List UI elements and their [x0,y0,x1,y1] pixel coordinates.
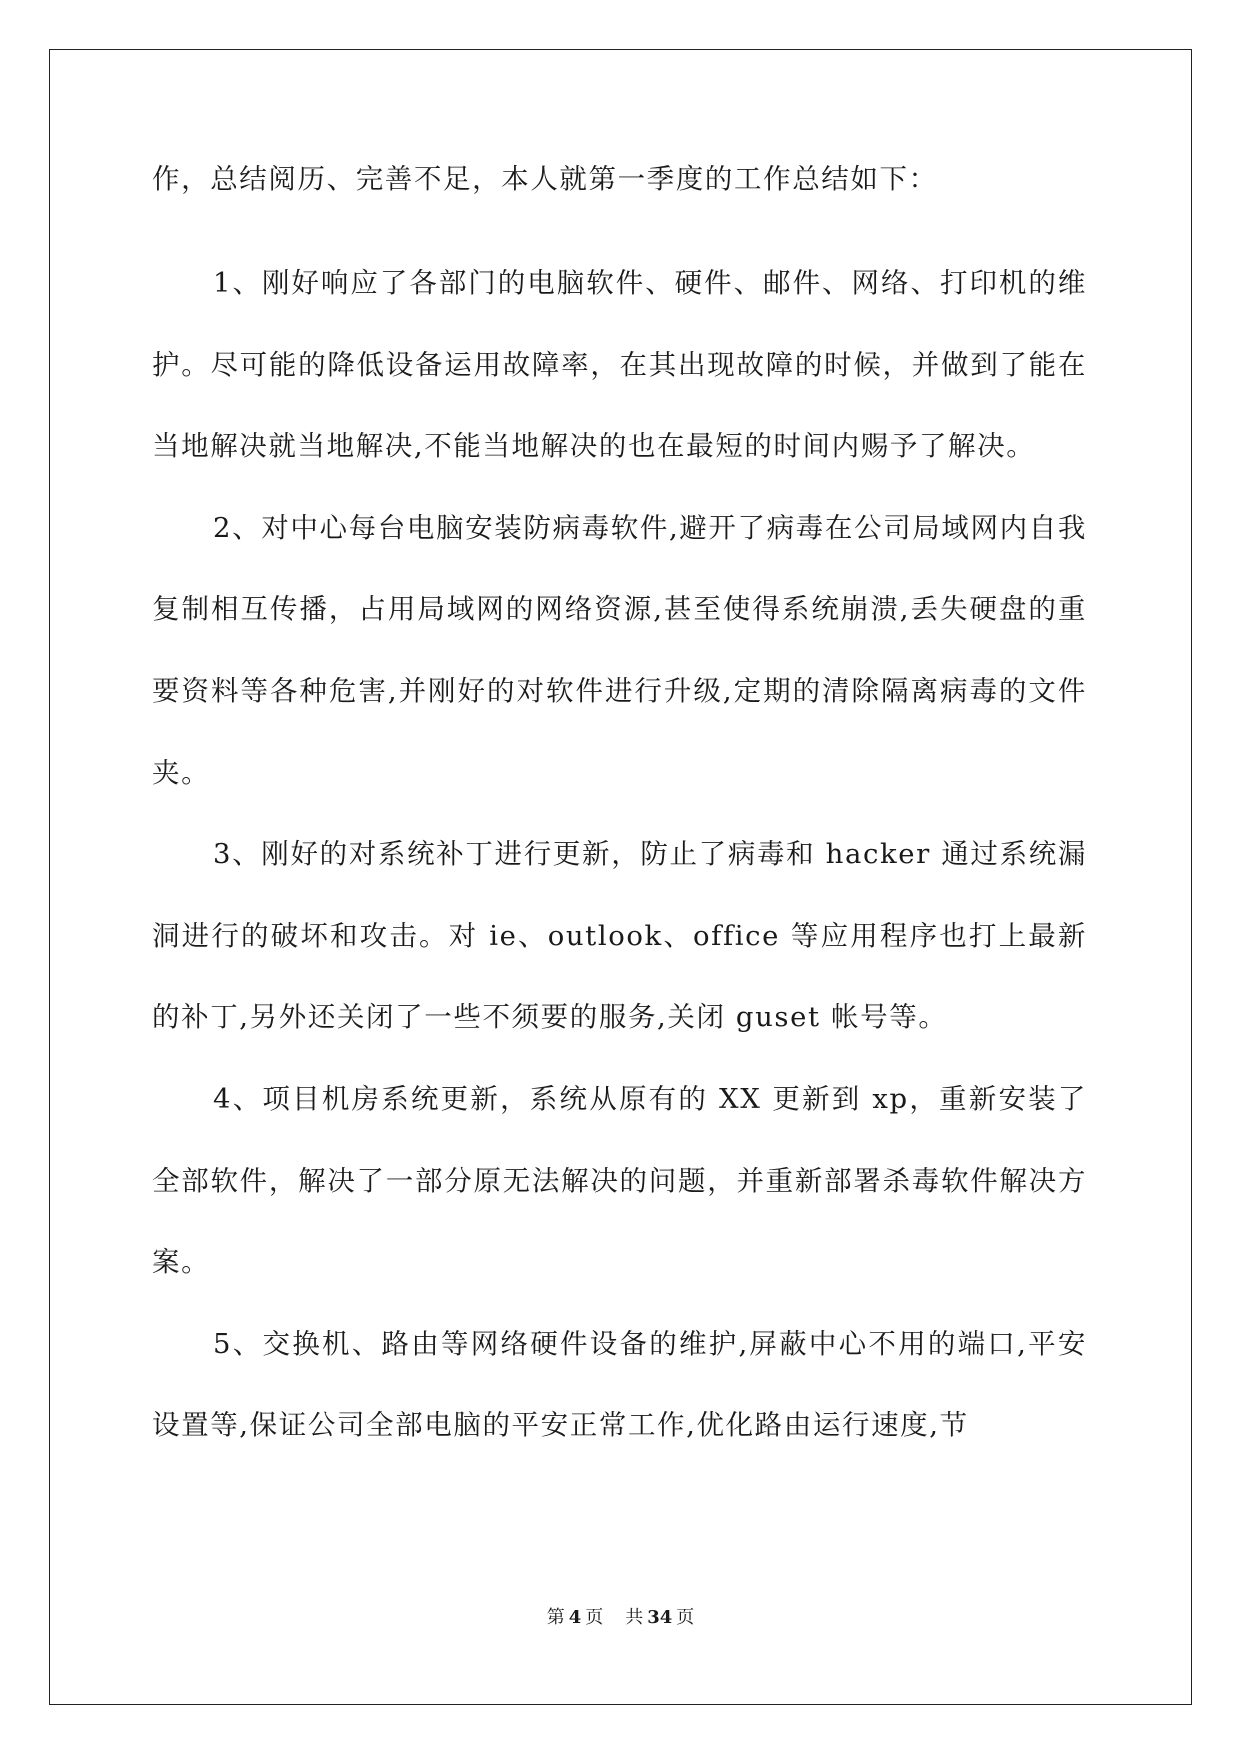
document-body [152,162,1087,1467]
page-prefix: 第 [546,1607,565,1628]
page-suffix: 页 [585,1607,604,1628]
page-number: 4 [568,1607,582,1628]
total-pages: 34 [647,1607,673,1628]
page-footer [0,1603,1241,1629]
total-prefix: 共 [625,1607,644,1628]
paragraph-item-2: 2、对中心每台电脑安装防病毒软件,避开了病毒在公司局域网内自我复制相互传播，占用局域网的网络资源,甚至使得系统崩溃,丢失硬盘的重要资料等各种危害,并刚好的对软件进行升级,定期的清除隔离病毒的文件夹。 [152,511,1087,789]
paragraph-item-3: 3、刚好的对系统补丁进行更新，防止了病毒和 hacker 通过系统漏洞进行的破坏和攻击。对 ie、outlook、office 等应用程序也打上最新的补丁,另外还关闭了一些不须要的服务,关闭 guset 帐号等。 [152,838,1087,1034]
paragraph-item-4: 4、项目机房系统更新，系统从原有的 XX 更新到 xp，重新安装了全部软件，解决了一部分原无法解决的问题，并重新部署杀毒软件解决方案。 [152,1082,1087,1279]
total-suffix: 页 [676,1607,695,1628]
paragraph-item-1: 1、刚好响应了各部门的电脑软件、硬件、邮件、网络、打印机的维护。尽可能的降低设备运用故障率，在其出现故障的时候，并做到了能在当地解决就当地解决,不能当地解决的也在最短的时间内赐予了解决。 [152,267,1087,463]
paragraph-item-5: 5、交换机、路由等网络硬件设备的维护,屏蔽中心不用的端口,平安设置等,保证公司全部电脑的平安正常工作,优化路由运行速度,节 [152,1327,1087,1442]
paragraph-continued: 作，总结阅历、完善不足，本人就第一季度的工作总结如下： [152,163,938,195]
